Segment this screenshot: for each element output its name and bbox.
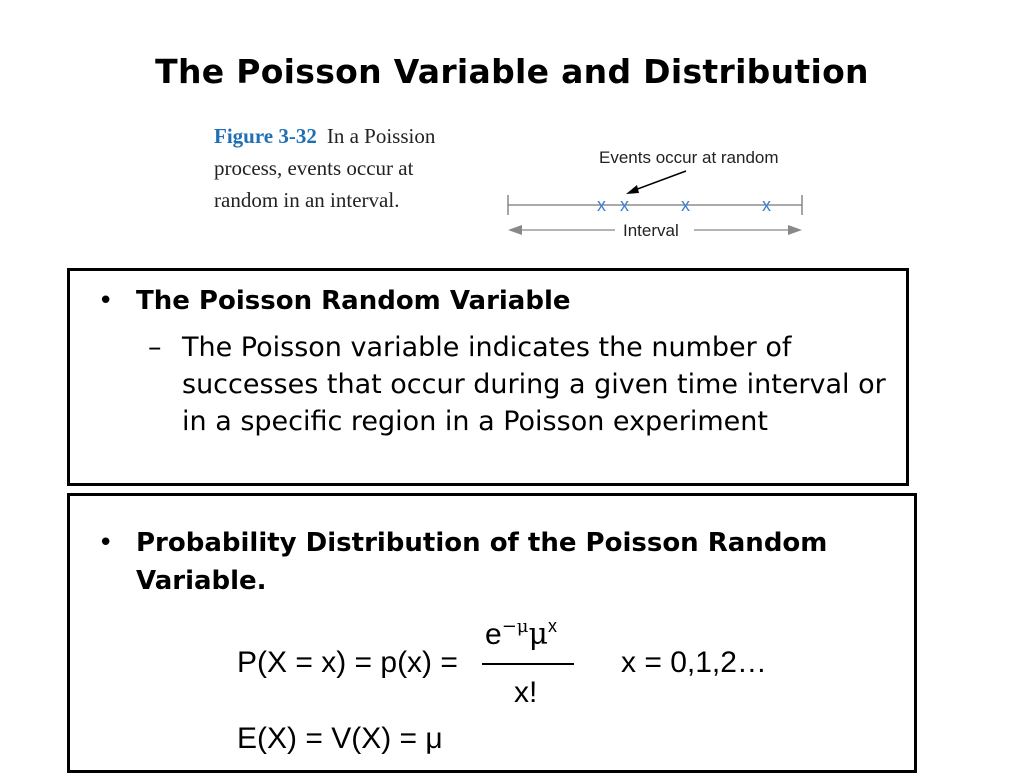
numerator-mu: μ xyxy=(528,617,548,652)
events-arrow-head xyxy=(626,185,639,194)
definition-heading: The Poisson Random Variable xyxy=(136,286,571,316)
formula-denominator: x! xyxy=(514,676,538,709)
bullet-marker: • xyxy=(98,528,114,558)
numerator-power: x xyxy=(547,616,557,636)
sub-bullet xyxy=(148,329,898,440)
events-arrow-line xyxy=(632,171,686,191)
interval-label: Interval xyxy=(623,221,679,240)
interval-arrow-left-head xyxy=(508,225,522,235)
figure-label: Figure 3-32 xyxy=(214,124,317,148)
formula-lhs: P(X = x) = p(x) = xyxy=(237,646,458,679)
bullet-marker: • xyxy=(98,286,114,316)
events-label: Events occur at random xyxy=(599,148,779,167)
definition-text: The Poisson variable indicates the number of successes that occur during a given time interval or in a specific region in a Poisson experiment xyxy=(182,332,886,437)
formula-numerator xyxy=(485,617,557,652)
event-marker: x xyxy=(597,195,606,215)
numerator-exponent: −μ xyxy=(501,616,529,637)
dash-marker: – xyxy=(148,332,162,363)
numerator-e: e xyxy=(485,618,502,651)
figure-caption-text: In a Poission process, events occur at random in an interval. xyxy=(214,124,436,212)
event-marker: x xyxy=(620,195,629,215)
formula-domain: x = 0,1,2… xyxy=(621,646,767,679)
event-marker: x xyxy=(681,195,690,215)
slide-title: The Poisson Variable and Distribution xyxy=(155,52,869,91)
definition-box xyxy=(67,268,909,486)
bullet-heading xyxy=(98,524,898,600)
event-marker: x xyxy=(762,195,771,215)
poisson-interval-diagram xyxy=(500,140,810,245)
bullet-heading xyxy=(98,286,571,316)
interval-arrow-right-head xyxy=(788,225,802,235)
distribution-heading: Probability Distribution of the Poisson Random Variable. xyxy=(136,528,828,596)
fraction-bar xyxy=(482,663,574,665)
figure-caption xyxy=(214,120,474,216)
distribution-box xyxy=(67,493,917,773)
formula-expectation: E(X) = V(X) = μ xyxy=(237,722,443,755)
